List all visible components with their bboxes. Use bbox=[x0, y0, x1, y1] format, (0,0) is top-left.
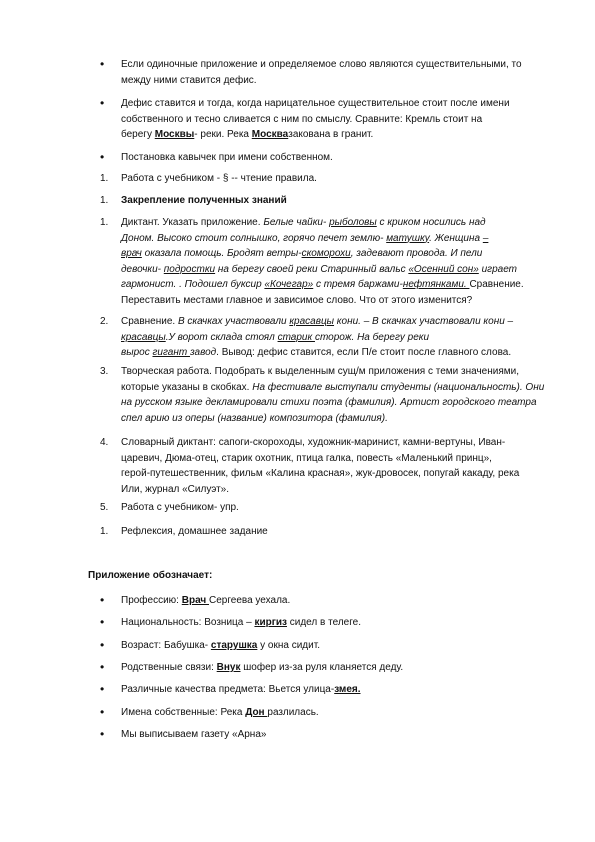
text-line bbox=[121, 466, 541, 482]
text-run: Творческая работа. Подобрать к выделенным сущ/м приложения с теми значениями, bbox=[121, 366, 519, 377]
text-run: Доном. Высоко стоит солнышко, горячо печет землю- bbox=[121, 232, 387, 244]
section-heading: Приложение обозначает: bbox=[88, 570, 213, 581]
list-item-text bbox=[121, 615, 541, 631]
text-run: Мы выписываем газету «Арна» bbox=[121, 729, 267, 740]
text-run: рыболовы bbox=[329, 217, 377, 228]
text-line bbox=[121, 314, 541, 330]
text-run: герой-путешественник, фильм «Калина красная», жук-дровосек, попугай какаду, река bbox=[121, 468, 520, 479]
text-run: царевич, Дюма-отец, старик охотник, птица галка, повесть «Маленький принц», bbox=[121, 452, 492, 464]
list-item-text bbox=[121, 660, 541, 676]
text-line bbox=[121, 345, 541, 361]
list-item-text bbox=[121, 171, 541, 187]
text-line bbox=[121, 615, 541, 631]
text-run: врач bbox=[121, 248, 142, 259]
text-line bbox=[121, 660, 541, 676]
list-number: 5. bbox=[100, 502, 109, 513]
text-run: Если одиночные приложение и определяемое слово являются существительными, то bbox=[121, 59, 522, 70]
text-run: Москвы bbox=[154, 129, 195, 140]
text-run: подростки bbox=[163, 263, 216, 275]
text-line bbox=[121, 593, 541, 609]
text-line bbox=[121, 215, 541, 231]
list-item-text bbox=[121, 500, 541, 516]
text-run: завод bbox=[189, 347, 217, 358]
text-run: Сергеева уехала. bbox=[208, 595, 291, 606]
text-run: - реки. Река bbox=[194, 129, 252, 140]
list-item-text bbox=[121, 364, 545, 426]
text-line bbox=[121, 330, 541, 346]
text-run: Возраст: Бабушка- bbox=[121, 640, 211, 651]
list-item-text bbox=[121, 215, 541, 308]
text-run: спел арию из оперы (название) композитора (фамилия). bbox=[121, 412, 388, 424]
text-run: Дон bbox=[245, 707, 268, 718]
list-item-text bbox=[121, 435, 541, 497]
text-line bbox=[121, 112, 541, 128]
text-run: На фестивале выступали студенты (национальность). Они bbox=[252, 381, 545, 393]
text-run: вырос bbox=[121, 347, 153, 358]
text-run: гармонист. . Подошел буксир bbox=[121, 279, 265, 290]
text-run: . Вывод: дефис ставится, если П/е стоит после главного слова. bbox=[216, 347, 512, 358]
text-run: закована в гранит. bbox=[288, 129, 374, 140]
text-run: Или, журнал «Силуэт». bbox=[121, 483, 230, 495]
list-item-text bbox=[121, 593, 541, 609]
text-line bbox=[121, 364, 541, 380]
text-run: Врач bbox=[181, 595, 209, 606]
list-item-text bbox=[121, 705, 541, 721]
list-number: 4. bbox=[100, 437, 109, 448]
text-run: с тремя баржами- bbox=[313, 279, 403, 290]
bullet-icon bbox=[100, 57, 104, 73]
text-run: старушка bbox=[210, 640, 258, 651]
bullet-icon bbox=[100, 682, 104, 698]
text-line bbox=[121, 638, 541, 654]
text-line bbox=[121, 705, 541, 721]
text-run: Переставить местами главное и зависимое слово. Что от этого изменится? bbox=[121, 294, 473, 306]
text-run: Национальность: Возница – bbox=[121, 617, 255, 628]
text-run: «Осенний сон» bbox=[408, 263, 479, 275]
text-run: собственного и тесно сливается с ним по смыслу. Сравните: Кремль стоит на bbox=[121, 113, 483, 125]
bullet-icon bbox=[100, 150, 104, 166]
text-run: берегу bbox=[121, 129, 155, 140]
text-line bbox=[121, 482, 541, 498]
text-run: между ними ставится дефис. bbox=[121, 74, 257, 86]
bullet-icon bbox=[100, 615, 104, 631]
list-number: 1. bbox=[100, 173, 109, 184]
text-run: у окна сидит. bbox=[257, 640, 320, 651]
text-run: Различные качества предмета: Вьется улица- bbox=[121, 684, 335, 695]
text-run: матушку bbox=[386, 232, 430, 244]
text-run: Сравнение. bbox=[469, 279, 524, 290]
list-item-text bbox=[121, 150, 541, 166]
text-run: шофер из-за руля кланяется деду. bbox=[240, 662, 404, 673]
text-line bbox=[121, 500, 541, 516]
text-run: Внук bbox=[216, 662, 241, 673]
text-line bbox=[121, 395, 541, 411]
bullet-icon bbox=[100, 638, 104, 654]
text-run: . Женщина bbox=[429, 232, 483, 244]
bullet-icon bbox=[100, 660, 104, 676]
text-run: Профессию: bbox=[121, 595, 182, 606]
text-run: змея. bbox=[334, 684, 361, 695]
text-line bbox=[121, 277, 541, 293]
list-item-text bbox=[121, 727, 541, 743]
text-line bbox=[121, 451, 541, 467]
text-line bbox=[121, 246, 541, 262]
list-item-text bbox=[121, 314, 541, 361]
text-line bbox=[121, 231, 541, 247]
text-run: красавцы bbox=[121, 331, 166, 343]
text-line bbox=[121, 682, 541, 698]
bullet-icon bbox=[100, 96, 104, 112]
text-line bbox=[121, 380, 545, 396]
text-run: на берегу своей реки Старинный вальс bbox=[215, 263, 409, 275]
list-item-text bbox=[121, 193, 541, 209]
text-line bbox=[121, 73, 541, 89]
text-run: Работа с учебником- упр. bbox=[121, 502, 239, 513]
text-line bbox=[121, 293, 541, 309]
text-line bbox=[121, 127, 541, 143]
text-line bbox=[121, 411, 541, 427]
list-item-text bbox=[121, 96, 541, 143]
text-run: В скачках участвовали bbox=[177, 316, 290, 327]
text-line bbox=[121, 96, 541, 112]
text-line bbox=[121, 435, 541, 451]
text-run: Диктант. Указать приложение. bbox=[121, 217, 264, 228]
text-run: оказала помощь. Бродят ветры- bbox=[141, 248, 302, 259]
text-run: играет bbox=[478, 263, 517, 275]
text-run: – bbox=[482, 232, 489, 244]
text-run: Работа с учебником - § -- чтение правила. bbox=[121, 173, 317, 184]
bullet-icon bbox=[100, 727, 104, 743]
text-run: Закрепление полученных знаний bbox=[121, 195, 287, 206]
text-line bbox=[121, 524, 541, 540]
text-line bbox=[121, 150, 541, 166]
text-run: нефтянками. bbox=[402, 279, 470, 290]
text-line bbox=[121, 57, 541, 73]
text-run: разлилась. bbox=[267, 707, 319, 718]
text-run: Постановка кавычек при имени собственном. bbox=[121, 152, 333, 163]
list-number: 1. bbox=[100, 526, 109, 537]
list-number: 1. bbox=[100, 195, 109, 206]
list-number: 1. bbox=[100, 217, 109, 228]
text-run: Рефлексия, домашнее задание bbox=[121, 526, 268, 537]
text-run: , задевают провода. И пели bbox=[350, 248, 483, 259]
text-run: Белые чайки- bbox=[263, 217, 330, 228]
text-line bbox=[121, 171, 541, 187]
text-run: Москва bbox=[251, 129, 289, 140]
text-run: Родственные связи: bbox=[121, 662, 217, 673]
text-run: с криком носились над bbox=[376, 217, 486, 228]
text-run: сидел в телеге. bbox=[286, 617, 361, 628]
text-run: скоморохи bbox=[301, 248, 351, 259]
list-item-text bbox=[121, 638, 541, 654]
text-run: киргиз bbox=[254, 617, 287, 628]
text-line bbox=[121, 727, 541, 743]
text-run: кони. – В скачках участвовали кони – bbox=[334, 316, 514, 327]
text-run: Имена собственные: Река bbox=[121, 707, 246, 718]
text-run: на русском языке декламировали стихи поэта (фамилия). Артист городского театра bbox=[121, 397, 537, 408]
text-run: сторож. На берегу реки bbox=[314, 331, 430, 343]
text-run: .У ворот склада стоял bbox=[165, 331, 278, 343]
list-number: 3. bbox=[100, 366, 109, 377]
text-line bbox=[121, 262, 541, 278]
text-run: девочки- bbox=[121, 263, 164, 275]
bullet-icon bbox=[100, 593, 104, 609]
text-run: Дефис ставится и тогда, когда нарицательное существительное стоит после имени bbox=[121, 98, 510, 109]
text-run: «Кочегар» bbox=[264, 279, 314, 290]
text-run: гигант bbox=[152, 347, 190, 358]
text-run: которые указаны в скобках. bbox=[121, 381, 253, 393]
text-line bbox=[121, 193, 541, 209]
text-run: красавцы bbox=[289, 316, 335, 327]
list-item-text bbox=[121, 524, 541, 540]
list-item-text bbox=[121, 57, 541, 88]
list-number: 2. bbox=[100, 316, 109, 327]
text-run: Сравнение. bbox=[121, 316, 178, 327]
bullet-icon bbox=[100, 705, 104, 721]
list-item-text bbox=[121, 682, 541, 698]
text-run: Словарный диктант: сапоги-скороходы, художник-маринист, камни-вертуны, Иван- bbox=[121, 437, 506, 448]
text-run: старик bbox=[277, 331, 315, 343]
